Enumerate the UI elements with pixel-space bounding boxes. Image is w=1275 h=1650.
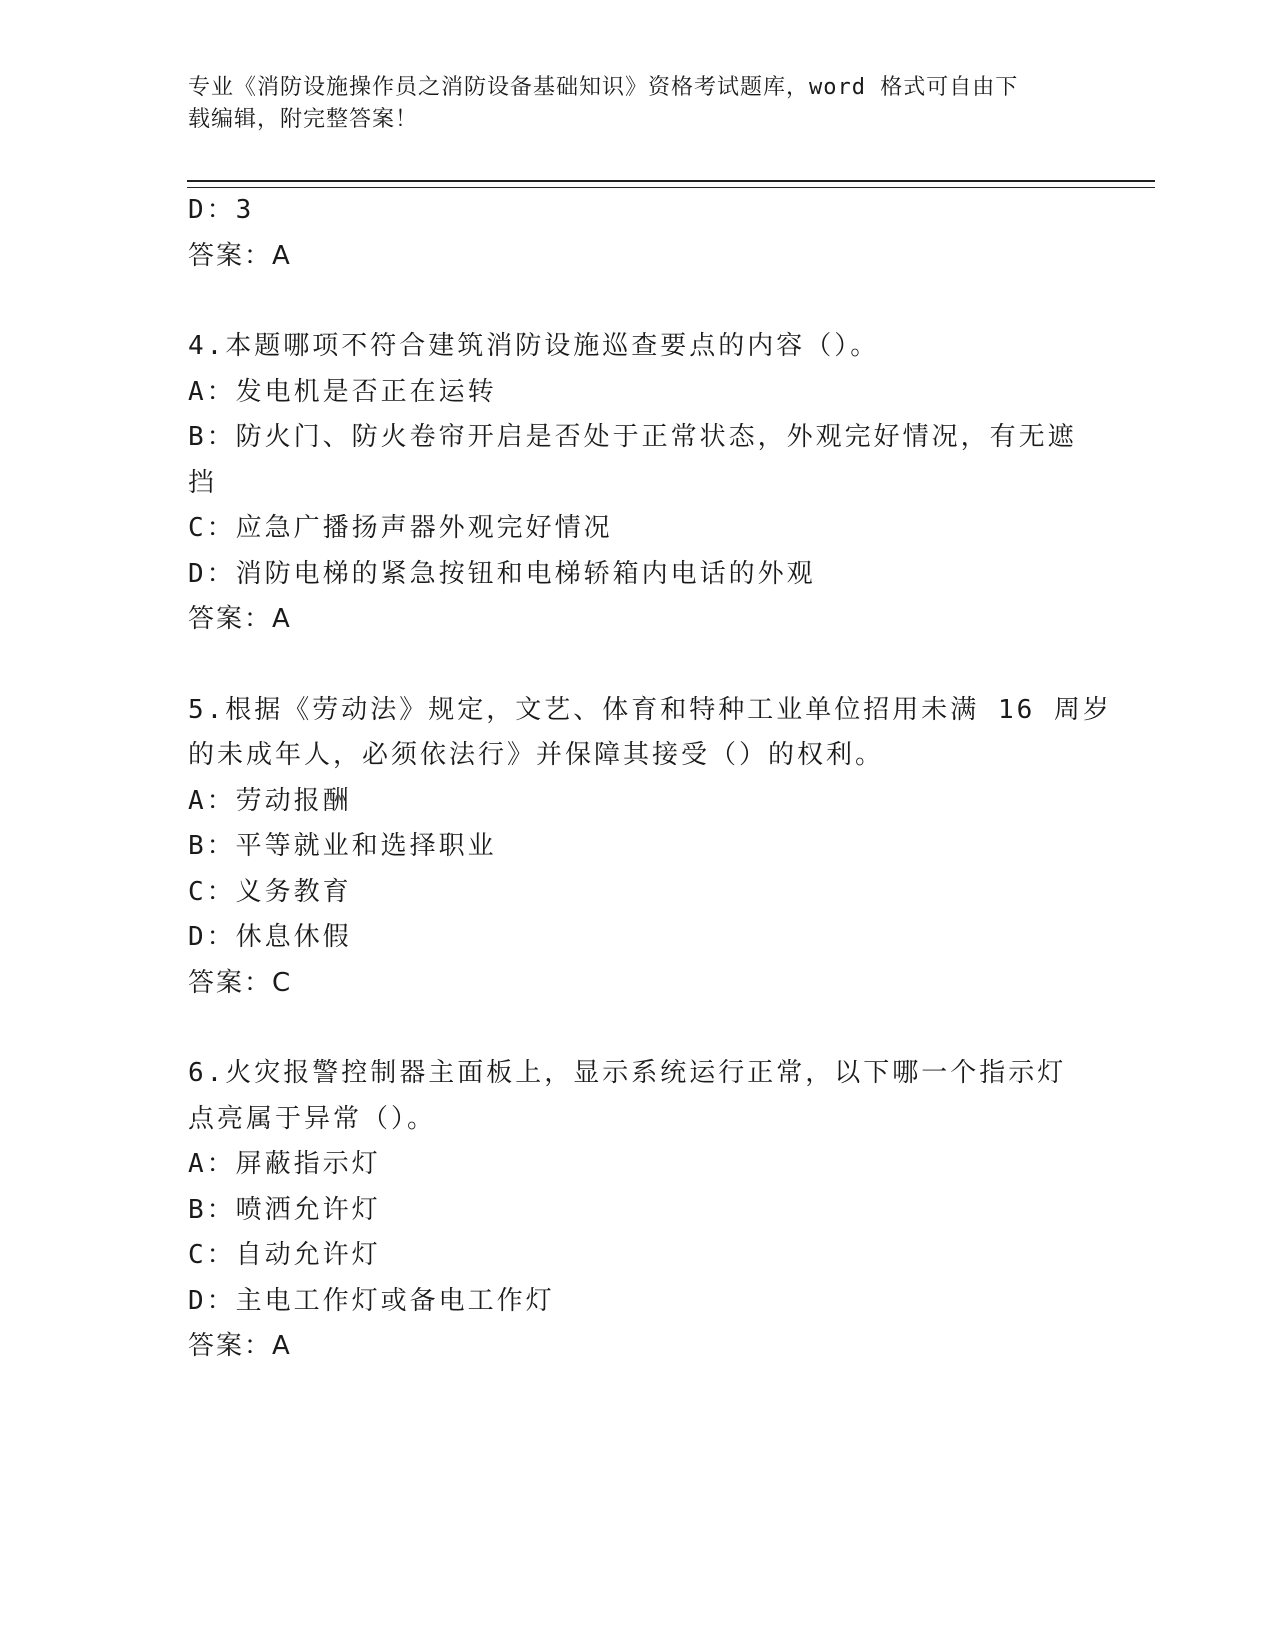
question-stem: 6.火灾报警控制器主面板上，显示系统运行正常，以下哪一个指示灯 xyxy=(188,1058,1067,1088)
option-d: D：消防电梯的紧急按钮和电梯轿箱内电话的外观 xyxy=(188,558,816,589)
header-divider xyxy=(187,180,1155,188)
question-6 xyxy=(188,1051,1088,1370)
option-c: C：义务教育 xyxy=(188,876,352,907)
question-5 xyxy=(188,688,1112,1007)
question-stem: 4.本题哪项不符合建筑消防设施巡查要点的内容（）。 xyxy=(188,331,880,361)
answer: 答案：A xyxy=(188,1331,292,1361)
question-list xyxy=(188,188,1112,1370)
option-d: D：休息休假 xyxy=(188,922,352,952)
option-a: A：屏蔽指示灯 xyxy=(188,1149,381,1179)
option-b: B：喷洒允许灯 xyxy=(188,1194,381,1225)
answer: 答案：C xyxy=(188,967,293,998)
answer: 答案：A xyxy=(188,604,292,634)
prev-option-d: D：3 xyxy=(188,195,255,225)
option-d: D：主电工作灯或备电工作灯 xyxy=(188,1285,555,1316)
option-b: B：防火门、防火卷帘开启是否处于正常状态，外观完好情况，有无遮 xyxy=(188,422,1077,452)
option-a: A：发电机是否正在运转 xyxy=(188,376,497,407)
option-b: B：平等就业和选择职业 xyxy=(188,831,497,861)
option-b-continued: 挡 xyxy=(188,467,218,498)
header-line-2: 载编辑，附完整答案！ xyxy=(188,107,419,132)
prev-answer: 答案：A xyxy=(188,240,292,271)
question-stem-continued: 的未成年人，必须依法行》并保障其接受（）的权利。 xyxy=(188,740,885,770)
header-line-1: 专业《消防设施操作员之消防设备基础知识》资格考试题库，word 格式可自由下 xyxy=(188,75,1019,100)
question-4 xyxy=(188,324,1088,643)
option-c: C：自动允许灯 xyxy=(188,1240,381,1270)
option-a: A：劳动报酬 xyxy=(188,785,352,816)
question-stem-continued: 点亮属于异常（）。 xyxy=(188,1103,437,1134)
page-header xyxy=(188,72,1088,136)
option-c: C：应急广播扬声器外观完好情况 xyxy=(188,513,613,543)
question-stem: 5.根据《劳动法》规定，文艺、体育和特种工业单位招用未满 16 周岁 xyxy=(188,694,1112,725)
